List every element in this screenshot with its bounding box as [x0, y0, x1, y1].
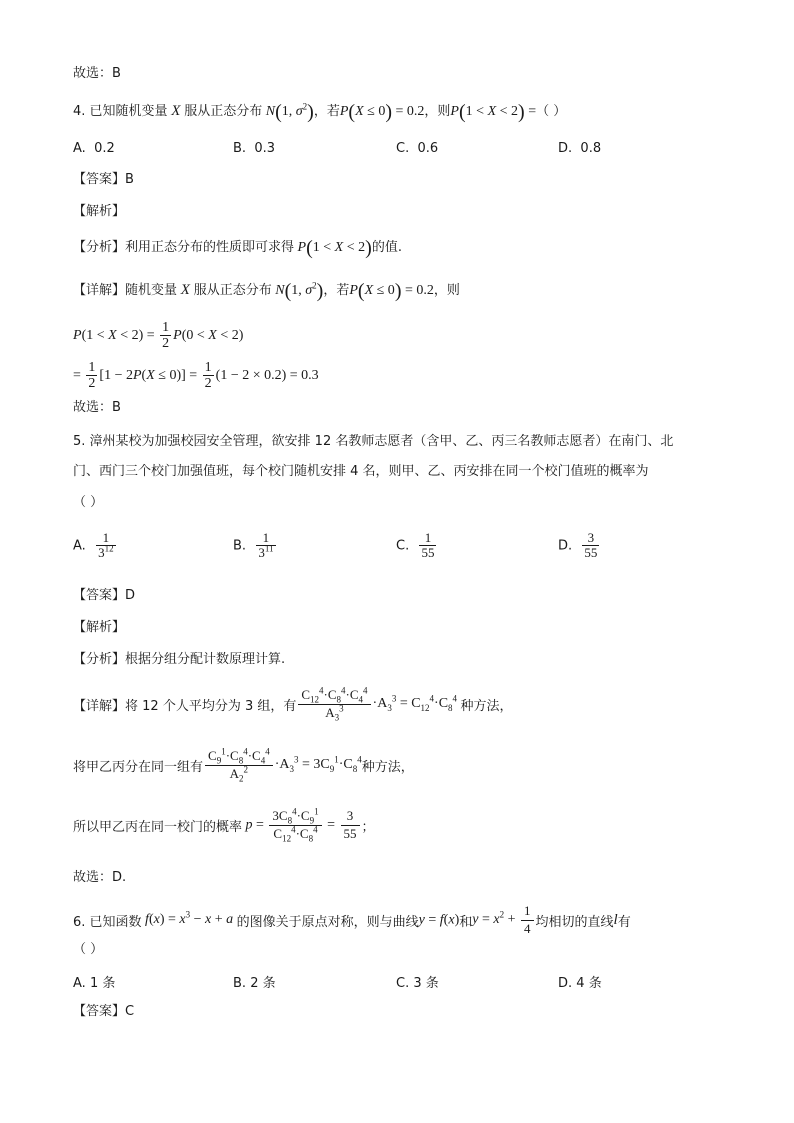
q4-stem-c: ，若 [313, 104, 340, 119]
q4-fenxi: 【分析】利用正态分布的性质即可求得 P(1 < X < 2)的值. [73, 237, 402, 259]
q5-line3: 所以甲乙丙在同一校门的概率 p = $\frac{3C_8^4\cdot C_9^1}{C_{12}^4\cdot C_8^4}$ = $\frac{3}{55}$ ； [73, 806, 375, 844]
q4-eq-2: = $\frac{1}{2}$ [1 − 2P(X ≤ 0)] = $\frac{1}{2}$ (1 − 2 × 0.2) = 0.3 [73, 360, 319, 392]
q4-option-d: D. 0.8 [558, 141, 602, 156]
q4-stem-b: 服从正态分布 [184, 104, 263, 119]
q4-stem-d: ，则 [424, 104, 451, 119]
q4-result: 故选：B [73, 400, 121, 415]
q4-analysis-tag: 【解析】 [73, 204, 126, 219]
q5-option-b: B. $\frac{1}{3^{11}}$ [233, 530, 274, 561]
q6-option-a: A. 1 条 [73, 976, 116, 991]
q6-stem: 6. 已知函数 $f(x) = x^3 - x + a$ 的图像关于原点对称，则与曲线y = f(x)和$y = x^2$ + $\frac{1}{4}$ 均相切的直线l有 [73, 903, 631, 936]
q5-option-c: C. $\frac{1}{55}$ [396, 530, 435, 561]
q5-stem-line1: 5. 漳州某校为加强校园安全管理，欲安排 12 名教师志愿者（含甲、乙、丙三名教师志愿者）在南门、北 [73, 434, 674, 449]
q4-var-x: X [167, 103, 185, 119]
q5-result: 故选：D. [73, 870, 127, 885]
q4-dist: N(1, $\sigma^2$) [265, 100, 314, 123]
q5-answer: 【答案】D [73, 588, 136, 603]
q4-stem-e: （ ） [536, 104, 567, 119]
q4-cond: P(X ≤ 0) = 0.2 [339, 100, 425, 123]
q4-stem [73, 101, 566, 122]
q5-xiangjie: 【详解】将 12 个人平均分为 3 组，有 $\frac{C_{12}^4\cdot C_8^4\cdot C_4^4}{A_3^3}$ $\cdot A_3^3 = C_{12}^4\cdot C_8^4$ 种方法， [73, 685, 513, 723]
q5-option-a: A. $\frac{1}{3^{12}}$ [73, 530, 114, 561]
prev-result: 故选：B [73, 66, 121, 81]
q4-target: P(1 < X < 2) = [450, 100, 537, 123]
q6-option-d: D. 4 条 [558, 976, 602, 991]
q4-option-a: A. 0.2 [73, 141, 115, 156]
q4-option-c: C. 0.6 [396, 141, 439, 156]
q6-answer: 【答案】C [73, 1004, 135, 1019]
q5-analysis-tag: 【解析】 [73, 620, 126, 635]
q6-option-b: B. 2 条 [233, 976, 276, 991]
q5-option-d: D. $\frac{3}{55}$ [558, 530, 598, 561]
q5-line2: 将甲乙丙分在同一组有 $\frac{C_9^1\cdot C_8^4\cdot C_4^4}{A_2^2}$ $\cdot A_3^3 = 3C_9^1\cdot C_8^4$种方法， [73, 746, 414, 784]
q6-stem-line2: （ ） [73, 942, 104, 957]
q5-stem-line3: （ ） [73, 495, 104, 510]
q4-stem-a: 4. 已知随机变量 [73, 104, 168, 119]
q4-xiangjie: 【详解】随机变量 X 服从正态分布 N(1, $\sigma^2$)，若P(X ≤ 0) = 0.2，则 [73, 279, 460, 302]
q4-option-b: B. 0.3 [233, 141, 276, 156]
q4-eq-1: P(1 < X < 2) = $\frac{1}{2}$ P(0 < X < 2) [73, 320, 244, 352]
q5-stem-line2: 门、西门三个校门加强值班，每个校门随机安排 4 名，则甲、乙、丙安排在同一个校门值班的概率为 [73, 464, 649, 479]
q5-fenxi: 【分析】根据分组分配计数原理计算. [73, 652, 286, 667]
q4-answer: 【答案】B [73, 172, 134, 187]
q6-option-c: C. 3 条 [396, 976, 439, 991]
